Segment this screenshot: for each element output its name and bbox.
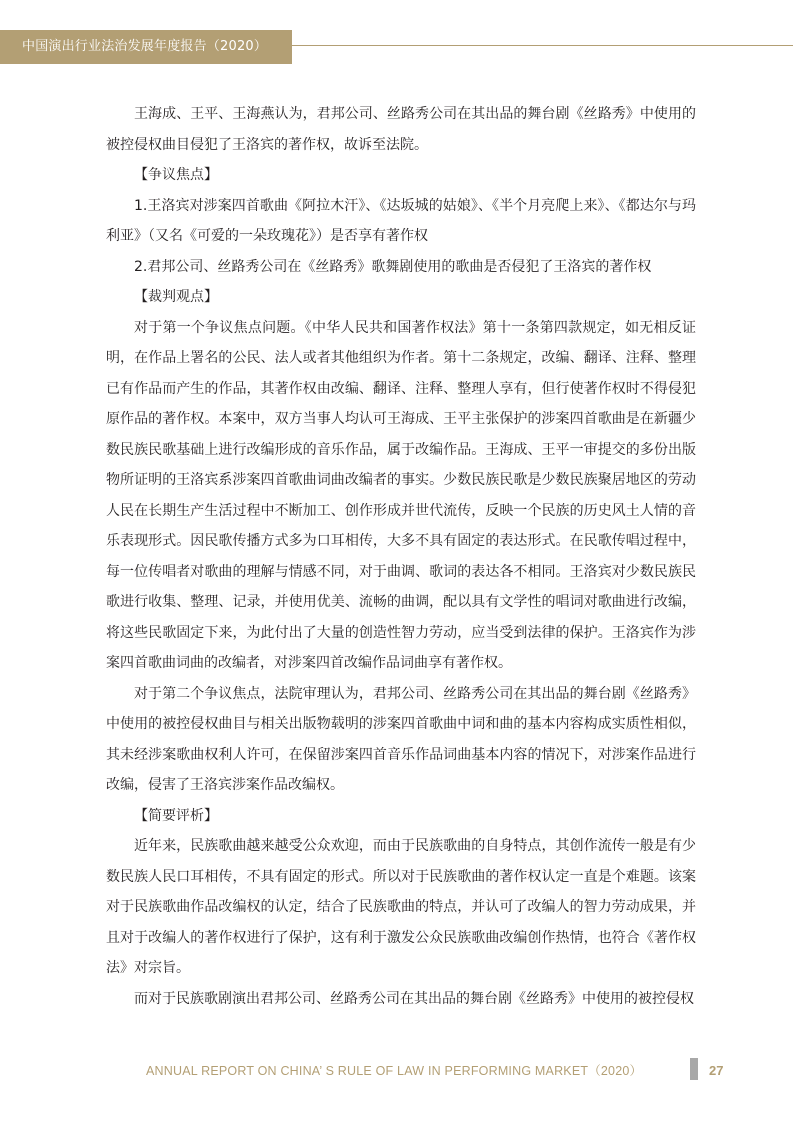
footer-bar: [690, 1058, 698, 1080]
dispute-focus-item-2: 2.君邦公司、丝路秀公司在《丝路秀》歌舞剧使用的歌曲是否侵犯了王洛宾的著作权: [134, 258, 652, 275]
body-text: [106, 99, 696, 1014]
section-heading-dispute-focus: 【争议焦点】: [134, 167, 218, 183]
page-number: 27: [709, 1063, 724, 1078]
analysis-paragraph-2: 而对于民族歌剧演出君邦公司、丝路秀公司在其出品的舞台剧《丝路秀》中使用的被控侵权: [134, 990, 694, 1007]
running-header-title: 中国演出行业法治发展年度报告（2020）: [22, 39, 268, 54]
judgment-paragraph-1: 对于第一个争议焦点问题。《中华人民共和国著作权法》第十一条第四款规定，如无相反证明，在作品上署名的公民、法人或者其他组织为作者。第十二条规定，改编、翻译、注释、整理已有作品而产生的作品，其著作权由改编、翻译、注释、整理人享有，但行使著作权时不得侵犯原作品的著作权。本案中，双方当事人均认可王海成、王平主张保护的涉案四首歌曲是在新疆少数民族民歌基础上进行改编形成的音乐作品，属于改编作品。王海成、王平一审提交的多份出版物所证明的王洛宾系涉案四首歌曲词曲改编者的事实。少数民族民歌是少数民族聚居地区的劳动人民在长期生产生活过程中不断加工、创作形成并世代流传，反映一个民族的历史风土人情的音乐表现形式。因民歌传播方式多为口耳相传，大多不具有固定的表达形式。在民歌传唱过程中，每一位传唱者对歌曲的理解与情感不同，对于曲调、歌词的表达各不相同。王洛宾对少数民族民歌进行收集、整理、记录，并使用优美、流畅的曲调，配以具有文学性的唱词对歌曲进行改编，将这些民歌固定下来，为此付出了大量的创造性智力劳动，应当受到法律的保护。王洛宾作为涉案四首歌曲词曲的改编者，对涉案四首改编作品词曲享有著作权。: [106, 319, 696, 671]
header-rule: [292, 45, 793, 46]
header-band: [0, 30, 292, 64]
analysis-paragraph-1: 近年来，民族歌曲越来越受公众欢迎，而由于民族歌曲的自身特点，其创作流传一般是有少数民族人民口耳相传，不具有固定的形式。所以对于民族歌曲的著作权认定一直是个难题。该案对于民族歌曲作品改编权的认定，结合了民族歌曲的特点，并认可了改编人的智力劳动成果，并且对于改编人的著作权进行了保护，这有利于激发公众民族歌曲改编创作热情，也符合《著作权法》对宗旨。: [106, 838, 696, 976]
section-heading-judgment: 【裁判观点】: [134, 289, 218, 305]
running-footer-title: ANNUAL REPORT ON CHINA’ S RULE OF LAW IN PERFORMING MARKET（2020）: [146, 1064, 643, 1078]
paragraph-intro: 王海成、王平、王海燕认为，君邦公司、丝路秀公司在其出品的舞台剧《丝路秀》中使用的被控侵权曲目侵犯了王洛宾的著作权，故诉至法院。: [106, 106, 696, 153]
judgment-paragraph-2: 对于第二个争议焦点，法院审理认为，君邦公司、丝路秀公司在其出品的舞台剧《丝路秀》中使用的被控侵权曲目与相关出版物载明的涉案四首歌曲中词和曲的基本内容构成实质性相似，其未经涉案歌曲权利人许可，在保留涉案四首音乐作品词曲基本内容的情况下，对涉案作品进行改编，侵害了王洛宾涉案作品改编权。: [106, 685, 696, 793]
section-heading-analysis: 【简要评析】: [134, 807, 218, 824]
dispute-focus-item-1: 1.王洛宾对涉案四首歌曲《阿拉木汗》、《达坂城的姑娘》、《半个月亮爬上来》、《都达尔与玛利亚》（又名《可爱的一朵玫瑰花》）是否享有著作权: [106, 197, 696, 244]
